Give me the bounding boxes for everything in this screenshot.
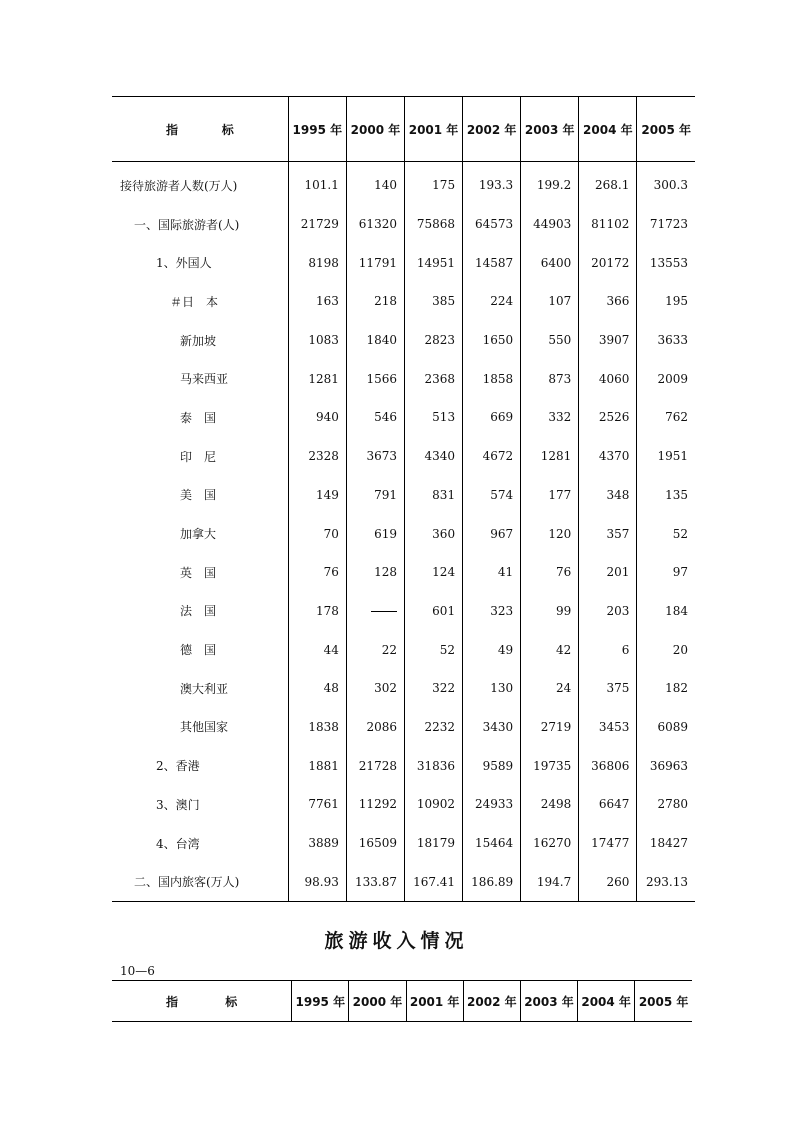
table-row <box>112 862 695 901</box>
table-row <box>112 785 695 824</box>
value-cell: 20172 <box>579 243 637 282</box>
indicator-header-char-1: 指 <box>166 122 179 137</box>
value-cell: 31836 <box>404 746 462 785</box>
year-header-2005: 2005 年 <box>637 97 695 162</box>
no-data-dash <box>371 611 397 612</box>
value-cell: 9589 <box>463 746 521 785</box>
value-cell: 24 <box>521 669 579 708</box>
value-cell: 120 <box>521 514 579 553</box>
table-row <box>112 243 695 282</box>
value-cell: 3889 <box>288 824 346 863</box>
table-row <box>112 669 695 708</box>
table-row <box>112 514 695 553</box>
value-cell: 48 <box>288 669 346 708</box>
year-header-2004: 2004 年 <box>578 981 635 1022</box>
row-label: 泰 国 <box>180 410 217 425</box>
indicator-header-char-2: 标 <box>225 994 238 1009</box>
table-row <box>112 708 695 747</box>
indicator-header-char-2: 标 <box>221 122 234 137</box>
value-cell: 4672 <box>463 437 521 476</box>
value-cell: 24933 <box>463 785 521 824</box>
table-row <box>112 824 695 863</box>
value-cell: 193.3 <box>463 162 521 205</box>
value-cell: 19735 <box>521 746 579 785</box>
row-label: 加拿大 <box>180 527 217 542</box>
value-cell: 4340 <box>404 437 462 476</box>
row-label: 新加坡 <box>180 333 217 348</box>
value-cell: 130 <box>463 669 521 708</box>
indicator-column-header <box>112 97 288 162</box>
value-cell: 619 <box>346 514 404 553</box>
year-header-1995: 1995 年 <box>292 981 349 1022</box>
section-title: 旅游收入情况 <box>324 930 469 952</box>
row-label: 3、澳门 <box>156 797 200 812</box>
value-cell: 2498 <box>521 785 579 824</box>
year-header-2001: 2001 年 <box>404 97 462 162</box>
value-cell: 18427 <box>637 824 695 863</box>
value-cell: 1566 <box>346 359 404 398</box>
row-label: 澳大利亚 <box>180 681 229 696</box>
value-cell: 601 <box>404 592 462 631</box>
value-cell: 41 <box>463 553 521 592</box>
value-cell: 16509 <box>346 824 404 863</box>
value-cell: 21729 <box>288 205 346 244</box>
value-cell: 178 <box>288 592 346 631</box>
value-cell: 574 <box>463 476 521 515</box>
value-cell: 76 <box>521 553 579 592</box>
row-label: 接待旅游者人数(万人) <box>120 178 238 193</box>
year-header-2000: 2000 年 <box>349 981 406 1022</box>
row-label: 2、香港 <box>156 759 200 774</box>
value-cell: 3633 <box>637 321 695 360</box>
value-cell: 1838 <box>288 708 346 747</box>
value-cell: 260 <box>579 862 637 901</box>
value-cell: 182 <box>637 669 695 708</box>
value-cell: 3907 <box>579 321 637 360</box>
value-cell: 2086 <box>346 708 404 747</box>
value-cell: 2328 <box>288 437 346 476</box>
value-cell: 2232 <box>404 708 462 747</box>
value-cell: 3430 <box>463 708 521 747</box>
value-cell: 18179 <box>404 824 462 863</box>
value-cell: 184 <box>637 592 695 631</box>
value-cell: 357 <box>579 514 637 553</box>
row-label: 马来西亚 <box>180 372 229 387</box>
value-cell: 140 <box>346 162 404 205</box>
year-header-2002: 2002 年 <box>463 981 520 1022</box>
value-cell: 15464 <box>463 824 521 863</box>
value-cell: 16270 <box>521 824 579 863</box>
row-label: 英 国 <box>180 565 217 580</box>
table-row <box>112 359 695 398</box>
value-cell: 669 <box>463 398 521 437</box>
value-cell: 11791 <box>346 243 404 282</box>
value-cell: 1650 <box>463 321 521 360</box>
year-header-2001: 2001 年 <box>406 981 463 1022</box>
value-cell: 3453 <box>579 708 637 747</box>
table-row <box>112 592 695 631</box>
value-cell: 6 <box>579 630 637 669</box>
value-cell: 64573 <box>463 205 521 244</box>
value-cell: 791 <box>346 476 404 515</box>
value-cell: 135 <box>637 476 695 515</box>
value-cell: 366 <box>579 282 637 321</box>
value-cell: 128 <box>346 553 404 592</box>
value-cell: 14587 <box>463 243 521 282</box>
value-cell: 2780 <box>637 785 695 824</box>
year-header-2002: 2002 年 <box>463 97 521 162</box>
value-cell: 2368 <box>404 359 462 398</box>
value-cell: 2526 <box>579 398 637 437</box>
value-cell: 224 <box>463 282 521 321</box>
tourism-income-table <box>112 980 692 1022</box>
value-cell: 124 <box>404 553 462 592</box>
value-cell: 4370 <box>579 437 637 476</box>
value-cell: 332 <box>521 398 579 437</box>
value-cell: 149 <box>288 476 346 515</box>
value-cell: 194.7 <box>521 862 579 901</box>
table-row <box>112 476 695 515</box>
value-cell: 6089 <box>637 708 695 747</box>
value-cell: 1281 <box>288 359 346 398</box>
value-cell: 61320 <box>346 205 404 244</box>
value-cell: 293.13 <box>637 862 695 901</box>
table-body <box>112 162 695 902</box>
value-cell: 22 <box>346 630 404 669</box>
value-cell: 21728 <box>346 746 404 785</box>
value-cell: 10902 <box>404 785 462 824</box>
value-cell: 107 <box>521 282 579 321</box>
row-label: 美 国 <box>180 488 217 503</box>
row-label: 法 国 <box>180 604 217 619</box>
table-header-row <box>112 981 692 1022</box>
value-cell: 177 <box>521 476 579 515</box>
value-cell <box>346 592 404 631</box>
table-row <box>112 553 695 592</box>
value-cell: 76 <box>288 553 346 592</box>
value-cell: 831 <box>404 476 462 515</box>
value-cell: 44 <box>288 630 346 669</box>
row-label: 二、国内旅客(万人) <box>134 875 240 890</box>
value-cell: 101.1 <box>288 162 346 205</box>
value-cell: 7761 <box>288 785 346 824</box>
value-cell: 1281 <box>521 437 579 476</box>
value-cell: 17477 <box>579 824 637 863</box>
value-cell: 14951 <box>404 243 462 282</box>
value-cell: 3673 <box>346 437 404 476</box>
value-cell: 348 <box>579 476 637 515</box>
value-cell: 762 <box>637 398 695 437</box>
indicator-header-char-1: 指 <box>166 994 179 1009</box>
row-label: 1、外国人 <box>156 256 212 271</box>
row-label: 德 国 <box>180 643 217 658</box>
value-cell: 550 <box>521 321 579 360</box>
value-cell: 940 <box>288 398 346 437</box>
value-cell: 167.41 <box>404 862 462 901</box>
table-row <box>112 437 695 476</box>
row-label: 印 尼 <box>180 449 217 464</box>
value-cell: 11292 <box>346 785 404 824</box>
value-cell: 175 <box>404 162 462 205</box>
value-cell: 1858 <box>463 359 521 398</box>
value-cell: 385 <box>404 282 462 321</box>
value-cell: 99 <box>521 592 579 631</box>
value-cell: 52 <box>637 514 695 553</box>
table-row <box>112 398 695 437</box>
value-cell: 81102 <box>579 205 637 244</box>
value-cell: 302 <box>346 669 404 708</box>
value-cell: 300.3 <box>637 162 695 205</box>
value-cell: 195 <box>637 282 695 321</box>
table-row <box>112 630 695 669</box>
value-cell: 71723 <box>637 205 695 244</box>
value-cell: 20 <box>637 630 695 669</box>
value-cell: 75868 <box>404 205 462 244</box>
value-cell: 42 <box>521 630 579 669</box>
value-cell: 218 <box>346 282 404 321</box>
value-cell: 873 <box>521 359 579 398</box>
value-cell: 36963 <box>637 746 695 785</box>
table-row <box>112 162 695 205</box>
row-label: 4、台湾 <box>156 836 200 851</box>
row-label: 一、国际旅游者(人) <box>134 217 240 232</box>
value-cell: 6647 <box>579 785 637 824</box>
value-cell: 2823 <box>404 321 462 360</box>
value-cell: 36806 <box>579 746 637 785</box>
table-code: 10—6 <box>120 964 155 978</box>
value-cell: 375 <box>579 669 637 708</box>
year-header-2000: 2000 年 <box>346 97 404 162</box>
value-cell: 6400 <box>521 243 579 282</box>
value-cell: 2009 <box>637 359 695 398</box>
value-cell: 1951 <box>637 437 695 476</box>
year-header-2003: 2003 年 <box>520 981 577 1022</box>
value-cell: 199.2 <box>521 162 579 205</box>
year-header-2004: 2004 年 <box>579 97 637 162</box>
tourist-reception-table <box>112 96 695 902</box>
value-cell: 513 <box>404 398 462 437</box>
value-cell: 97 <box>637 553 695 592</box>
table-row <box>112 282 695 321</box>
table-header-row <box>112 97 695 162</box>
row-label: 其他国家 <box>180 720 229 735</box>
row-label: ＃日 本 <box>170 294 219 309</box>
table-row <box>112 321 695 360</box>
value-cell: 186.89 <box>463 862 521 901</box>
year-header-1995: 1995 年 <box>288 97 346 162</box>
value-cell: 203 <box>579 592 637 631</box>
value-cell: 44903 <box>521 205 579 244</box>
value-cell: 13553 <box>637 243 695 282</box>
value-cell: 546 <box>346 398 404 437</box>
value-cell: 98.93 <box>288 862 346 901</box>
value-cell: 967 <box>463 514 521 553</box>
value-cell: 133.87 <box>346 862 404 901</box>
year-header-2003: 2003 年 <box>521 97 579 162</box>
value-cell: 49 <box>463 630 521 669</box>
value-cell: 8198 <box>288 243 346 282</box>
value-cell: 268.1 <box>579 162 637 205</box>
value-cell: 360 <box>404 514 462 553</box>
table-row <box>112 205 695 244</box>
value-cell: 70 <box>288 514 346 553</box>
value-cell: 1083 <box>288 321 346 360</box>
value-cell: 201 <box>579 553 637 592</box>
value-cell: 52 <box>404 630 462 669</box>
value-cell: 4060 <box>579 359 637 398</box>
value-cell: 2719 <box>521 708 579 747</box>
year-header-2005: 2005 年 <box>635 981 692 1022</box>
value-cell: 1881 <box>288 746 346 785</box>
table-row <box>112 746 695 785</box>
value-cell: 1840 <box>346 321 404 360</box>
value-cell: 322 <box>404 669 462 708</box>
indicator-column-header <box>112 981 292 1022</box>
value-cell: 323 <box>463 592 521 631</box>
value-cell: 163 <box>288 282 346 321</box>
